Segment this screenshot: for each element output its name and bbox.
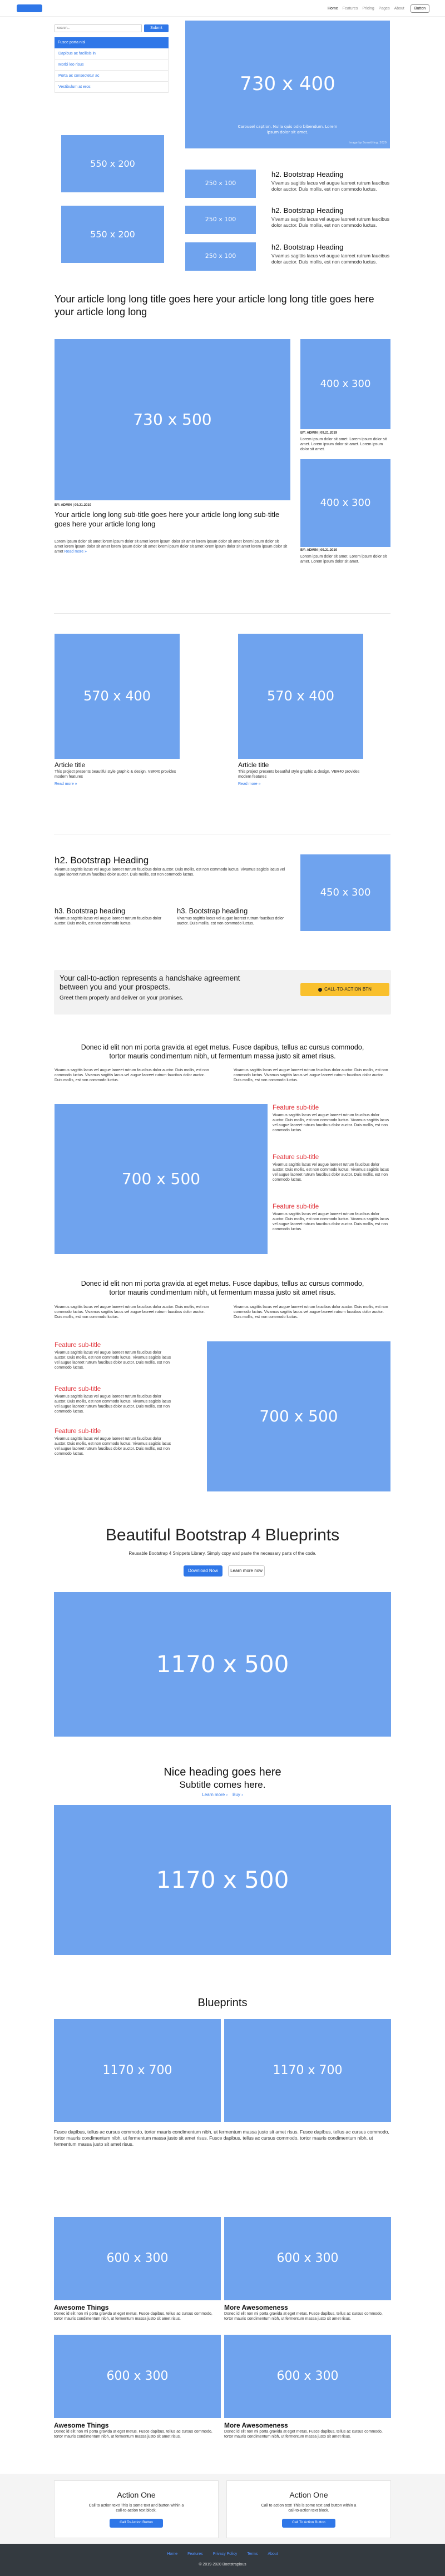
hero-image-label: 730 x 400 (240, 73, 335, 96)
feature-sub-1: Feature sub-title (273, 1105, 319, 1111)
nav-links (328, 6, 404, 11)
feature-lead-1: Donec id elit non mi porta gravida at eget metus. Fusce dapibus, tellus ac cursus commodo, tortor mauris condimentum nibh, ut fermentum massa justo sit amet risus. (81, 1043, 364, 1061)
cta-button-label: CALL-TO-ACTION BTN (324, 986, 372, 992)
things-text-3: Donec id elit non mi porta gravida at eget metus. Fusce dapibus, tellus ac cursus commodo, tortor mauris condimentum nibh, ut fermentum massa justo sit amet risus. (54, 2430, 212, 2439)
article-meta: BY: ADMIN | 09.21.2019 (55, 504, 92, 507)
card-title-1: Article title (55, 761, 86, 769)
feature-sub-text-2: Vivamus sagittis lacus vel augue laoreet rutrum faucibus dolor auctor. Duis mollis, est non commodo luctus. Vivamus sagittis lacus vel augue laoreet rutrum faucibus dolor auctor. Duis mollis, est non commodo luctus. (273, 1163, 389, 1182)
article-read-more[interactable]: Read more » (64, 550, 87, 554)
article-text (55, 539, 288, 554)
feature-col-text-3: Vivamus sagittis lacus vel augue laoreet rutrum faucibus dolor auctor. Duis mollis, est non commodo luctus. Vivamus sagittis lacus vel augue laoreet rutrum faucibus dolor auctor. Duis mollis, est non commodo luctus. (55, 1305, 209, 1320)
bp-subtitle: Reusable Bootstrap 4 Snippets Library. Simply copy and paste the necessary parts of the code. (128, 1551, 317, 1556)
bp-image-2: 1170 x 500 (54, 1805, 391, 1955)
cta-icon (318, 988, 322, 992)
article-subtitle: Your article long long sub-title goes here your article long long sub-title goes here your article long long (55, 510, 280, 528)
footer (0, 2544, 445, 2576)
nice-heading: Nice heading goes here (164, 1766, 281, 1778)
article-side-image-2: 400 x 300 (300, 459, 390, 547)
blueprint-image-2: 1170 x 700 (224, 2019, 391, 2122)
article-side-text-2: Lorem ipsum dolor sit amet. Lorem ipsum dolor sit amet. Lorem ipsum dolor sit amet. (300, 555, 387, 564)
things-title-4: More Awesomeness (224, 2421, 288, 2429)
things-image-1: 600 x 300 (54, 2217, 221, 2300)
mini-heading-3: h2. Bootstrap Heading (271, 243, 344, 251)
bp-download-button[interactable]: Download Now (184, 1565, 222, 1577)
bs-h3-a: h3. Bootstrap heading (55, 907, 126, 915)
footer-links (0, 2552, 445, 2557)
action-button-1[interactable]: Call To Action Button (110, 2519, 163, 2528)
blueprints-title: Blueprints (197, 1997, 248, 2009)
feature-image-1: 700 x 500 (55, 1104, 268, 1254)
sidebar-item-2[interactable]: Dapibus ac facilisis in (55, 48, 169, 59)
feature-col-text-2: Vivamus sagittis lacus vel augue laoreet rutrum faucibus dolor auctor. Duis mollis, est non commodo luctus. Vivamus sagittis lacus vel augue laoreet rutrum faucibus dolor auctor. Duis mollis, est non commodo luctus. (234, 1068, 388, 1083)
things-image-2: 600 x 300 (224, 2217, 391, 2300)
nav-button[interactable]: Button (411, 4, 429, 13)
footer-copyright: © 2019-2020 Bootstrapious (199, 2563, 246, 2567)
things-text-4: Donec id elit non mi porta gravida at eget metus. Fusce dapibus, tellus ac cursus commodo, tortor mauris condimentum nibh, ut fermentum massa justo sit amet risus. (224, 2430, 383, 2439)
feature-col-text-1: Vivamus sagittis lacus vel augue laoreet rutrum faucibus dolor auctor. Duis mollis, est non commodo luctus. Vivamus sagittis lacus vel augue laoreet rutrum faucibus dolor auctor. Duis mollis, est non commodo luctus. (55, 1068, 209, 1083)
hero-credit: Image by Something, 2020 (349, 141, 387, 145)
card-title-2: Article title (238, 761, 269, 769)
thumb-image-1: 550 x 200 (61, 135, 164, 192)
action-text-1: Call to action text! This is some text and button within a call-to-action text block. (88, 2503, 184, 2513)
feature-sub-2: Feature sub-title (273, 1154, 319, 1161)
bs-image: 450 x 300 (300, 854, 390, 931)
card-image-1: 570 x 400 (55, 634, 180, 759)
sidebar-item-4[interactable]: Porta ac consectetur ac (55, 71, 169, 82)
feature-image-2: 700 x 500 (207, 1341, 390, 1491)
feature-sub-text-1: Vivamus sagittis lacus vel augue laoreet rutrum faucibus dolor auctor. Duis mollis, est non commodo luctus. Vivamus sagittis lacus vel augue laoreet rutrum faucibus dolor auctor. Duis mollis, est non commodo luctus. (273, 1113, 389, 1133)
card-link-2[interactable]: Read more » (238, 782, 261, 786)
bs-h2: h2. Bootstrap Heading (55, 855, 149, 866)
footer-link-privacy[interactable]: Privacy Policy (212, 2552, 238, 2556)
feature-lead-2: Donec id elit non mi porta gravida at eget metus. Fusce dapibus, tellus ac cursus commodo, tortor mauris condimentum nibh, ut fermentum massa justo sit amet risus. (81, 1280, 364, 1297)
mini-text-1: Vivamus sagittis lacus vel augue laoreet rutrum faucibus dolor auctor. Duis mollis, est non commodo luctus. (271, 180, 389, 192)
action-button-2[interactable]: Call To Action Button (282, 2519, 335, 2528)
sidebar-item-5[interactable]: Vestibulum at eros (55, 82, 169, 93)
brand-logo[interactable]: Logo (17, 4, 42, 12)
feature-sub-4: Feature sub-title (55, 1342, 101, 1349)
divider (54, 613, 390, 614)
article-text-body: Lorem ipsum dolor sit amet lorem ipsum dolor sit amet lorem ipsum dolor sit amet lorem ipsum dolor sit amet lorem ipsum dolor sit amet lorem ipsum dolor sit amet lorem ipsum dolor sit amet lorem ipsum dolor sit amet lorem ipsum dolor sit amet lorem ipsum dolor sit amet (55, 540, 288, 554)
blueprints-text: Fusce dapibus, tellus ac cursus commodo, tortor mauris condimentum nibh, ut fermentum massa justo sit amet risus. Fusce dapibus, tellus ac cursus commodo, tortor mauris condimentum nibh, ut fermentum massa justo sit amet risus. Fusce dapibus, tellus ac cursus commodo, tortor mauris condimentum nibh, ut fermentum massa justo sit amet risus. (54, 2129, 389, 2147)
action-text-2: Call to action text! This is some text and button within a call-to-action text block. (261, 2503, 357, 2513)
blueprint-image-1: 1170 x 700 (54, 2019, 221, 2122)
feature-sub-text-3: Vivamus sagittis lacus vel augue laoreet rutrum faucibus dolor auctor. Duis mollis, est non commodo luctus. Vivamus sagittis lacus vel augue laoreet rutrum faucibus dolor auctor. Duis mollis, est non commodo luctus. (273, 1212, 389, 1232)
nav-link-pages[interactable]: Pages (378, 7, 390, 11)
card-text-2: This project presents beautiful style graphic & design. VBR40 provides modern features (238, 770, 360, 779)
feature-sub-text-6: Vivamus sagittis lacus vel augue laoreet rutrum faucibus dolor auctor. Duis mollis, est non commodo luctus. Vivamus sagittis lacus vel augue laoreet rutrum faucibus dolor auctor. Duis mollis, est non commodo luctus. (55, 1437, 171, 1456)
nice-link-learn[interactable]: Learn more › (202, 1792, 228, 1797)
nice-link-buy[interactable]: Buy › (233, 1792, 243, 1797)
submit-button[interactable]: Submit (144, 24, 169, 32)
things-text-1: Donec id elit non mi porta gravida at eget metus. Fusce dapibus, tellus ac cursus commodo, tortor mauris condimentum nibh, ut fermentum massa justo sit amet risus. (54, 2312, 212, 2321)
nav-link-features[interactable]: Features (342, 7, 358, 11)
mini-heading-1: h2. Bootstrap Heading (271, 170, 344, 178)
article-title: Your article long long title goes here your article long long title goes here your article long long (55, 294, 374, 318)
footer-link-home[interactable]: Home (167, 2552, 178, 2556)
hero-caption: Carousel caption. Nulla quis odio bibendum. Lorem ipsum dolor sit amet. (238, 125, 338, 135)
navbar (0, 0, 445, 17)
mini-image-3: 250 x 100 (185, 242, 256, 271)
feature-sub-6: Feature sub-title (55, 1428, 101, 1435)
sidebar-item-3[interactable]: Morbi leo risus (55, 59, 169, 71)
sidebar (55, 24, 169, 93)
action-card-2 (226, 2480, 391, 2538)
bs-h3-b-text: Vivamus sagittis lacus vel augue laoreet rutrum faucibus dolor auctor. Duis mollis, est non commodo luctus. (177, 917, 284, 926)
mini-text-3: Vivamus sagittis lacus vel augue laoreet rutrum faucibus dolor auctor. Duis mollis, est non commodo luctus. (271, 253, 389, 265)
cta-subtext: Greet them properly and deliver on your promises. (60, 995, 184, 1001)
footer-link-features[interactable]: Features (187, 2552, 203, 2556)
feature-sub-text-5: Vivamus sagittis lacus vel augue laoreet rutrum faucibus dolor auctor. Duis mollis, est non commodo luctus. Vivamus sagittis lacus vel augue laoreet rutrum faucibus dolor auctor. Duis mollis, est non commodo luctus. (55, 1395, 171, 1414)
nav-link-about[interactable]: About (394, 7, 404, 11)
footer-link-about[interactable]: About (268, 2552, 278, 2556)
article-side-image-1: 400 x 300 (300, 339, 390, 429)
action-card-1 (54, 2480, 219, 2538)
things-image-4: 600 x 300 (224, 2335, 391, 2418)
article-side-text-1: Lorem ipsum dolor sit amet. Lorem ipsum dolor sit amet. Lorem ipsum dolor sit amet. Lorem ipsum dolor sit amet. (300, 437, 387, 452)
article-side-meta-2: BY: ADMIN | 09.21.2019 (300, 549, 338, 552)
sidebar-item-1[interactable]: Fusce porta nisl (55, 37, 169, 48)
feature-sub-3: Feature sub-title (273, 1204, 319, 1210)
nav-link-home[interactable]: Home (328, 7, 338, 11)
hero-image (185, 21, 390, 148)
things-image-3: 600 x 300 (54, 2335, 221, 2418)
mini-text-2: Vivamus sagittis lacus vel augue laoreet rutrum faucibus dolor auctor. Duis mollis, est non commodo luctus. (271, 216, 389, 228)
things-text-2: Donec id elit non mi porta gravida at eget metus. Fusce dapibus, tellus ac cursus commodo, tortor mauris condimentum nibh, ut fermentum massa justo sit amet risus. (224, 2312, 383, 2321)
cta-button[interactable] (300, 983, 389, 996)
feature-sub-5: Feature sub-title (55, 1386, 101, 1393)
mini-heading-2: h2. Bootstrap Heading (271, 206, 344, 215)
card-text-1: This project presents beautiful style graphic & design. VBR40 provides modern features (55, 770, 176, 779)
nav-link-pricing[interactable]: Pricing (362, 7, 374, 11)
action-title-2: Action One (289, 2490, 328, 2499)
cta-heading: Your call-to-action represents a handshake agreement between you and your prospects. (60, 974, 240, 992)
bs-h3-a-text: Vivamus sagittis lacus vel augue laoreet rutrum faucibus dolor auctor. Duis mollis, est non commodo luctus. (55, 917, 162, 926)
bp-learn-more-button[interactable]: Learn more now (228, 1565, 265, 1577)
article-main-image: 730 x 500 (55, 339, 290, 500)
bs-h3-b: h3. Bootstrap heading (177, 907, 248, 915)
feature-col-text-4: Vivamus sagittis lacus vel augue laoreet rutrum faucibus dolor auctor. Duis mollis, est non commodo luctus. Vivamus sagittis lacus vel augue laoreet rutrum faucibus dolor auctor. Duis mollis, est non commodo luctus. (234, 1305, 388, 1320)
article-side-meta-1: BY: ADMIN | 09.21.2019 (300, 431, 338, 435)
bp-image: 1170 x 500 (54, 1592, 391, 1737)
card-link-1[interactable]: Read more » (55, 782, 77, 786)
mini-image-1: 250 x 100 (185, 170, 256, 198)
footer-link-terms[interactable]: Terms (247, 2552, 258, 2556)
things-title-3: Awesome Things (54, 2421, 109, 2429)
bp-title: Beautiful Bootstrap 4 Blueprints (105, 1526, 340, 1544)
nice-links (0, 1792, 445, 1798)
feature-sub-text-4: Vivamus sagittis lacus vel augue laoreet rutrum faucibus dolor auctor. Duis mollis, est non commodo luctus. Vivamus sagittis lacus vel augue laoreet rutrum faucibus dolor auctor. Duis mollis, est non commodo luctus. (55, 1351, 171, 1370)
card-image-2: 570 x 400 (238, 634, 363, 759)
thumb-image-2: 550 x 200 (61, 206, 164, 263)
mini-image-2: 250 x 100 (185, 206, 256, 234)
search-input[interactable] (55, 24, 142, 32)
nice-subheading: Subtitle comes here. (179, 1779, 266, 1790)
things-title-2: More Awesomeness (224, 2304, 288, 2311)
action-title-1: Action One (117, 2490, 156, 2499)
things-title-1: Awesome Things (54, 2304, 109, 2311)
bs-h2-text: Vivamus sagittis lacus vel augue laoreet rutrum faucibus dolor auctor. Duis mollis, est non commodo luctus. Vivamus sagittis lacus vel augue laoreet rutrum faucibus dolor auctor. Duis mollis, est non commodo luctus. (55, 868, 285, 877)
